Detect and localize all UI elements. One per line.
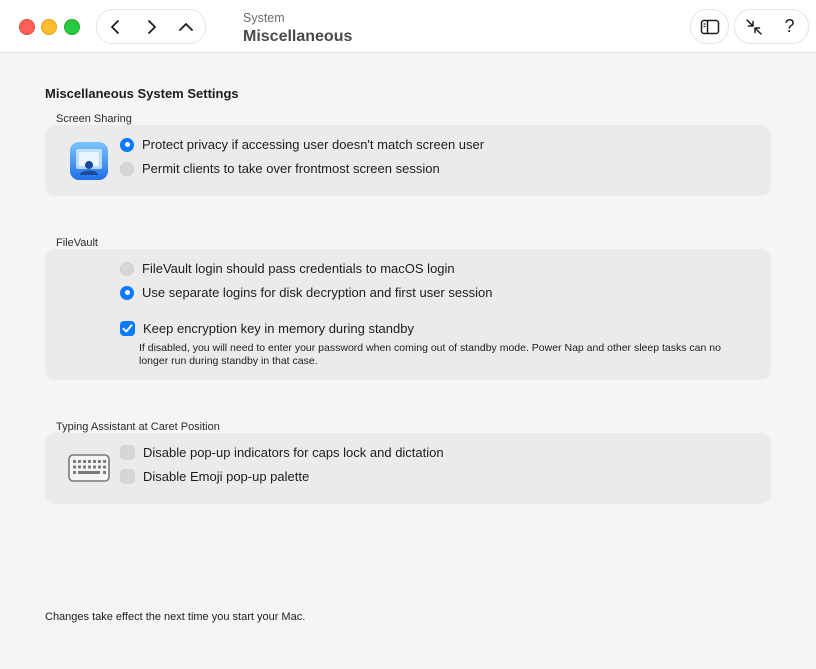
checkmark-icon bbox=[122, 323, 133, 334]
option-protect-privacy[interactable] bbox=[120, 137, 484, 152]
section-label-screen-sharing: Screen Sharing bbox=[56, 113, 132, 125]
section-label-typing-assistant: Typing Assistant at Caret Position bbox=[56, 421, 220, 433]
checkbox-unchecked[interactable] bbox=[120, 469, 135, 484]
radio-unselected[interactable] bbox=[120, 262, 134, 276]
up-button[interactable] bbox=[169, 10, 203, 43]
chevron-up-icon bbox=[179, 20, 193, 34]
radio-selected[interactable] bbox=[120, 138, 134, 152]
help-button[interactable]: ? bbox=[784, 16, 795, 36]
option-label: Keep encryption key in memory during standby bbox=[143, 321, 414, 336]
sidebar-icon bbox=[700, 19, 720, 35]
option-label: Permit clients to take over frontmost screen session bbox=[142, 161, 440, 176]
option-label: Use separate logins for disk decryption and first user session bbox=[142, 285, 493, 300]
page-heading: Miscellaneous System Settings bbox=[45, 86, 239, 101]
forward-button[interactable] bbox=[134, 10, 168, 43]
option-label: Disable pop-up indicators for caps lock and dictation bbox=[143, 445, 444, 460]
section-label-filevault: FileVault bbox=[56, 237, 98, 249]
option-disable-emoji-palette[interactable] bbox=[120, 469, 309, 484]
option-disable-popup-indicators[interactable] bbox=[120, 445, 444, 460]
option-keep-encryption-key[interactable] bbox=[120, 321, 414, 336]
view-controls-group bbox=[734, 9, 809, 44]
footer-note: Changes take effect the next time you start your Mac. bbox=[45, 611, 306, 623]
collapse-button[interactable] bbox=[736, 10, 772, 43]
toggle-sidebar-button[interactable] bbox=[690, 9, 729, 44]
minimize-window-button[interactable] bbox=[41, 19, 57, 35]
window-title: Miscellaneous bbox=[243, 28, 353, 45]
radio-selected[interactable] bbox=[120, 286, 134, 300]
screen-sharing-icon bbox=[69, 141, 109, 186]
option-filevault-pass-credentials[interactable] bbox=[120, 261, 455, 276]
chevron-left-icon bbox=[109, 20, 123, 34]
close-window-button[interactable] bbox=[19, 19, 35, 35]
zoom-window-button[interactable] bbox=[64, 19, 80, 35]
option-label: Protect privacy if accessing user doesn't match screen user bbox=[142, 137, 485, 152]
encryption-key-note: If disabled, you will need to enter your password when coming out of standby mode. Power Nap and other sleep tasks can no longer run during standby in that case. bbox=[139, 342, 721, 367]
title-bar bbox=[0, 0, 816, 53]
collapse-arrows-icon bbox=[745, 18, 763, 36]
window-subtitle: System bbox=[243, 11, 285, 25]
chevron-right-icon bbox=[144, 20, 158, 34]
navigation-group bbox=[96, 9, 206, 44]
option-separate-logins[interactable] bbox=[120, 285, 492, 300]
keyboard-icon bbox=[68, 454, 110, 487]
radio-unselected[interactable] bbox=[120, 162, 134, 176]
checkbox-unchecked[interactable] bbox=[120, 445, 135, 460]
option-label: FileVault login should pass credentials to macOS login bbox=[142, 261, 455, 276]
option-label: Disable Emoji pop-up palette bbox=[143, 469, 310, 484]
back-button[interactable] bbox=[99, 10, 133, 43]
checkbox-checked[interactable] bbox=[120, 321, 135, 336]
option-permit-takeover[interactable] bbox=[120, 161, 440, 176]
